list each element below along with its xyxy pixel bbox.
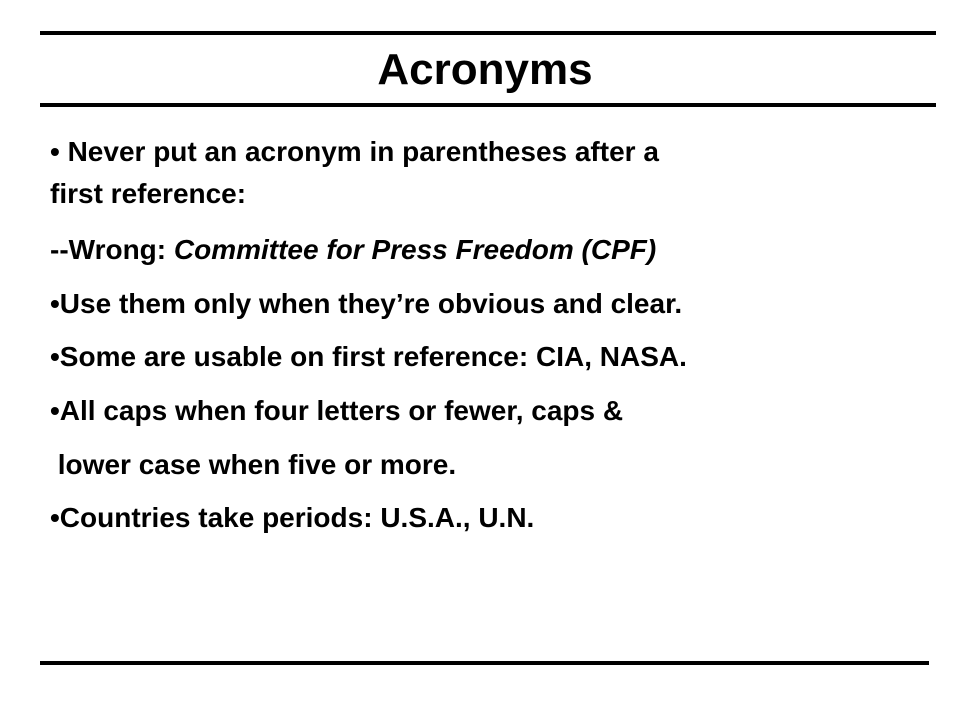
bullet-line: •Some are usable on first reference: CIA, NASA.	[50, 341, 687, 372]
title-underline-rule	[40, 103, 936, 107]
bullet-continuation-line: lower case when five or more.	[50, 449, 457, 480]
example-prefix: --Wrong:	[50, 234, 174, 265]
example-line	[50, 233, 656, 267]
slide-title: Acronyms	[377, 45, 593, 94]
bullet-continuation-line: first reference:	[50, 178, 247, 209]
bullet-line: •All caps when four letters or fewer, caps &	[50, 395, 624, 426]
top-rule	[40, 31, 936, 35]
bullet-line: •Countries take periods: U.S.A., U.N.	[50, 502, 535, 533]
bullet-line: •Use them only when they’re obvious and clear.	[50, 288, 683, 319]
bullet-line: • Never put an acronym in parentheses after a	[50, 136, 659, 167]
example-emphasis: Committee for Press Freedom (CPF)	[173, 234, 657, 265]
bottom-rule	[40, 661, 929, 665]
